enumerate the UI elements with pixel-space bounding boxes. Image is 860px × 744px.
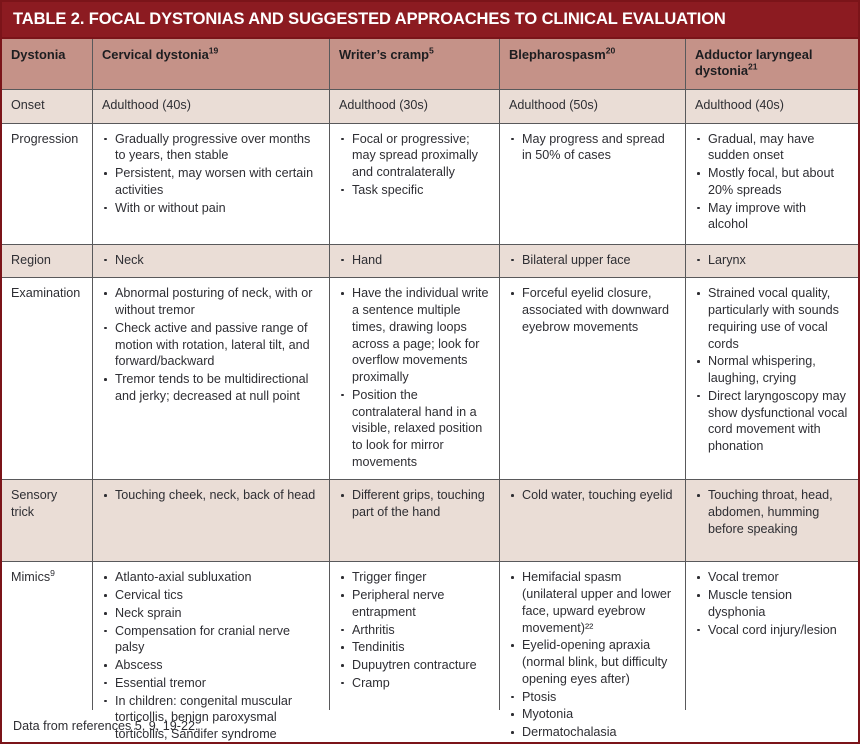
table-cell [686,480,858,561]
bullet-item: Cervical tics [102,587,320,604]
bullet-item: Bilateral upper face [509,252,676,269]
bullet-item: Focal or progressive; may spread proximally and contralaterally [339,131,490,181]
bullet-item: Tremor tends to be multidirectional and jerky; decreased at null point [102,371,320,404]
column-header-2: Writer’s cramp$^5$ [330,39,500,89]
bullet-item: Compensation for cranial nerve palsy [102,623,320,656]
bullet-item: With or without pain [102,200,320,217]
bullet-list [509,131,676,164]
bullet-list [102,285,320,404]
bullet-list [102,131,320,217]
table-cell [686,124,858,244]
bullet-list [339,569,490,691]
bullet-item: Essential tremor [102,675,320,692]
table-cell [330,245,500,278]
reference-superscript: 9 [50,568,55,579]
table-cell [500,480,686,561]
table-cell [686,278,858,479]
bullet-item: Touching cheek, neck, back of head [102,487,320,504]
bullet-list [695,487,849,537]
bullet-list [509,285,676,335]
bullet-item: Neck sprain [102,605,320,622]
bullet-list [695,131,849,233]
row-label: Sensory trick [2,480,93,561]
column-header-3: Blepharospasm$^{20}$ [500,39,686,89]
bullet-item: Dupuytren contracture [339,657,490,674]
row-label: Region [2,245,93,278]
table-cell [500,124,686,244]
column-header-0: Dystonia [2,39,93,89]
table-cell [330,278,500,479]
bullet-item: Check active and passive range of motion with rotation, lateral tilt, and forward/backward [102,320,320,370]
reference-superscript: 21 [748,62,758,73]
bullet-list [695,569,849,638]
row-label: Examination [2,278,93,479]
bullet-list [339,131,490,199]
bullet-item: Trigger finger [339,569,490,586]
bullet-item: Myotonia [509,706,676,723]
bullet-list [695,252,849,269]
bullet-item: In children: congenital muscular torticollis, benign paroxysmal torticollis, Sandifer syndrome [102,693,320,743]
table-cell [93,480,330,561]
reference-superscript: 20 [605,45,616,56]
table-footnote: Data from references 5, 9, 19-22. [2,710,858,742]
bullet-list [509,252,676,269]
bullet-item: Neck [102,252,320,269]
bullet-list [339,285,490,470]
table-cell [330,480,500,561]
table-cell [500,278,686,479]
bullet-item: Gradual, may have sudden onset [695,131,849,164]
column-header-1: Cervical dystonia$^{19}$ [93,39,330,89]
bullet-item: Gradually progressive over months to years, then stable [102,131,320,164]
bullet-item: Eyelid-opening apraxia (normal blink, but difficulty opening eyes after) [509,637,676,687]
bullet-item: Hemifacial spasm (unilateral upper and lower face, upward eyebrow movement)²² [509,569,676,636]
table-row [2,245,858,279]
bullet-list [339,252,490,269]
bullet-list [509,569,676,740]
bullet-item: Abscess [102,657,320,674]
column-header-4: Adductor laryngeal dystonia$^{21}$ [695,47,813,79]
bullet-item: Vocal cord injury/lesion [695,622,849,639]
bullet-list [102,252,320,269]
bullet-item: Larynx [695,252,849,269]
table-cell [686,245,858,278]
bullet-item: Tendinitis [339,639,490,656]
bullet-item: Strained vocal quality, particularly with sounds requiring use of vocal cords [695,285,849,352]
bullet-item: Direct laryngoscopy may show dysfunctional vocal cord movement with phonation [695,388,849,455]
table-header-row [2,39,858,90]
bullet-item: Position the contralateral hand in a visible, relaxed position to look for mirror movements [339,387,490,471]
bullet-item: Muscle tension dysphonia [695,587,849,620]
table-cell [93,562,330,744]
table-row [2,278,858,480]
bullet-item: May improve with alcohol [695,200,849,233]
bullet-item: May progress and spread in 50% of cases [509,131,676,164]
bullet-item: Cold water, touching eyelid [509,487,676,504]
bullet-item: Normal whispering, laughing, crying [695,353,849,386]
table-row [2,124,858,245]
bullet-list [102,487,320,504]
table-title: TABLE 2. FOCAL DYSTONIAS AND SUGGESTED APPROACHES TO CLINICAL EVALUATION [2,2,858,39]
table-cell [93,124,330,244]
bullet-item: Ptosis [509,689,676,706]
table-cell [330,124,500,244]
bullet-item: Different grips, touching part of the hand [339,487,490,520]
bullet-item: Vocal tremor [695,569,849,586]
bullet-item: Arthritis [339,622,490,639]
bullet-item: Cramp [339,675,490,692]
bullet-list [102,569,320,742]
bullet-item: Touching throat, head, abdomen, humming before speaking [695,487,849,537]
bullet-item: Abnormal posturing of neck, with or without tremor [102,285,320,318]
bullet-item: Peripheral nerve entrapment [339,587,490,620]
table-cell: Adulthood (30s) [330,90,500,123]
table-cell: Adulthood (40s) [695,97,784,112]
row-label: Onset [2,90,93,123]
bullet-item: Task specific [339,182,490,199]
bullet-item: Atlanto-axial subluxation [102,569,320,586]
reference-superscript: 19 [208,45,219,56]
bullet-item: Hand [339,252,490,269]
bullet-list [339,487,490,520]
row-label: Mimics$^9$ [2,562,93,744]
bullet-item: Have the individual write a sentence multiple times, drawing loops across a page; look for overflow movements proximally [339,285,490,385]
table-row [2,480,858,562]
reference-superscript: 5 [429,45,434,56]
bullet-item: Mostly focal, but about 20% spreads [695,165,849,198]
bullet-list [695,285,849,454]
bullet-item: Dermatochalasia [509,724,676,741]
table-row [2,90,858,124]
table-cell [93,278,330,479]
table-cell: Adulthood (50s) [500,90,686,123]
bullet-item: Forceful eyelid closure, associated with downward eyebrow movements [509,285,676,335]
table-cell [93,245,330,278]
table-cell [500,562,686,744]
table-cell: Adulthood (40s) [93,90,330,123]
bullet-item: Persistent, may worsen with certain activities [102,165,320,198]
bullet-list [509,487,676,504]
table-cell [500,245,686,278]
row-label: Progression [2,124,93,244]
